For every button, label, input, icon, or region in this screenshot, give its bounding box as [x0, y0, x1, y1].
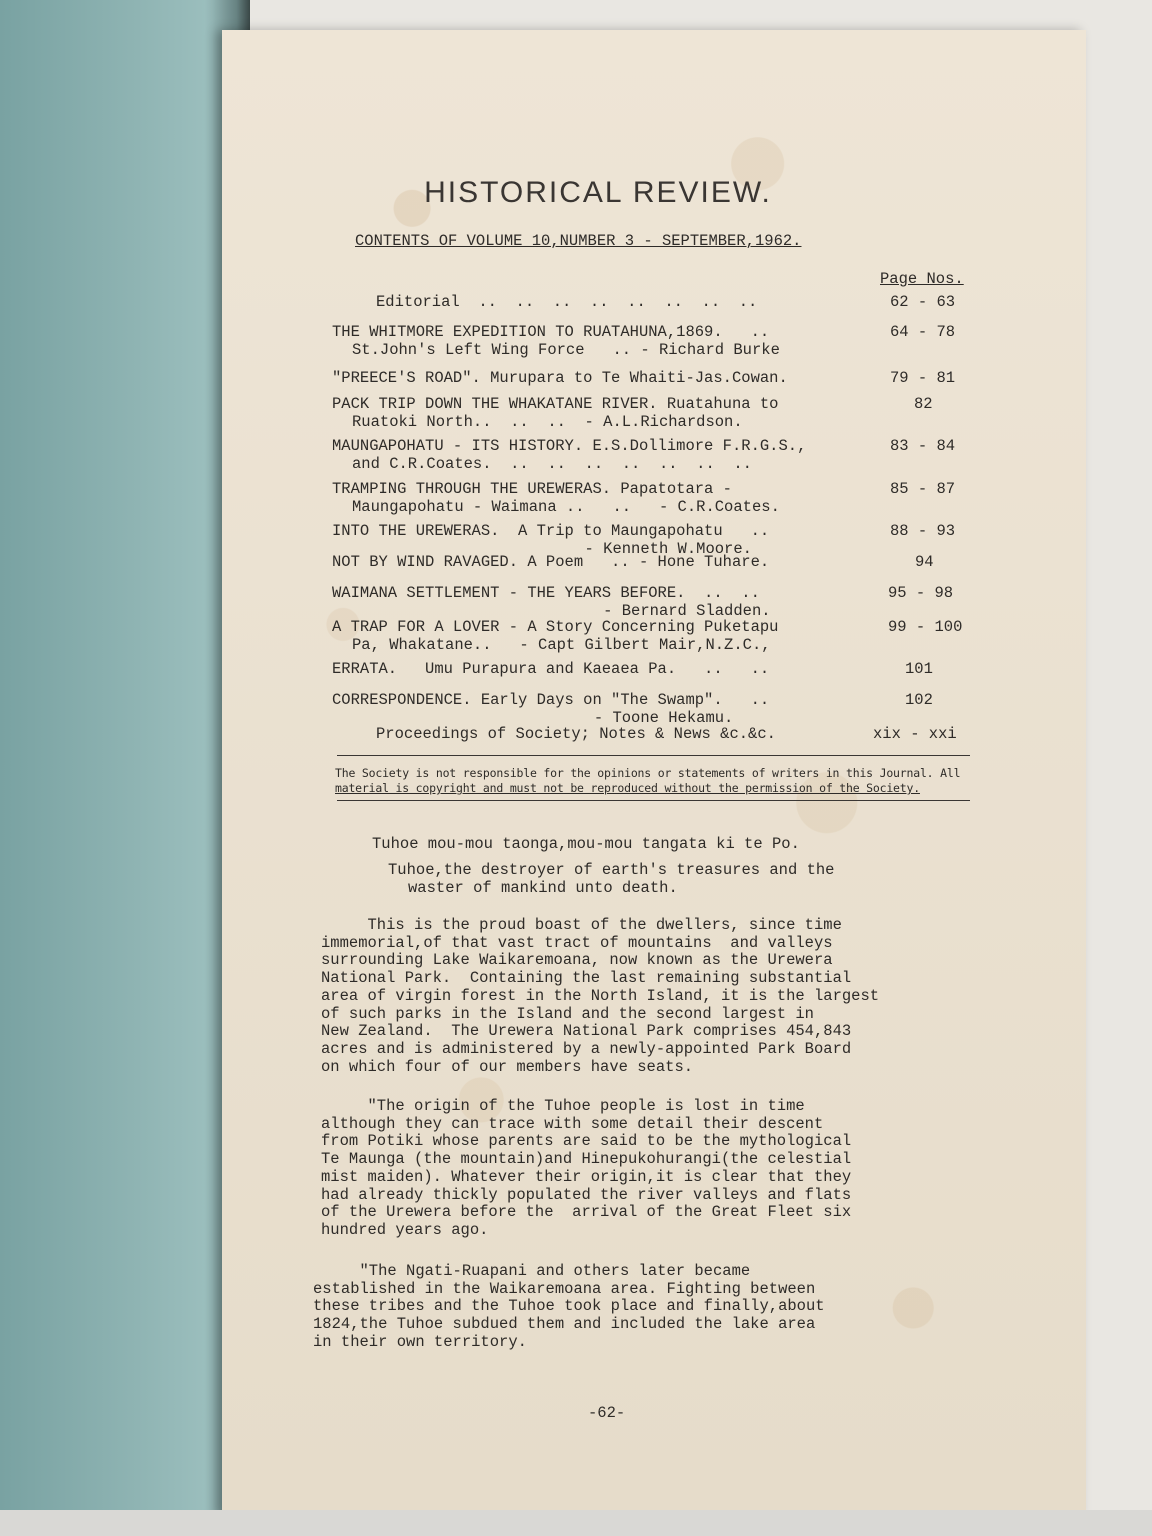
- toc-entry-title: Editorial .. .. .. .. .. .. .. ..: [376, 293, 758, 311]
- toc-entry-pages: 82: [914, 395, 933, 413]
- toc-entry-title: A TRAP FOR A LOVER - A Story Concerning Puketapu: [332, 618, 779, 636]
- body-line: New Zealand. The Urewera National Park comprises 454,843: [321, 1022, 852, 1041]
- body-line: "The Ngati-Ruapani and others later became: [313, 1262, 751, 1280]
- toc-entry-pages: 79 - 81: [890, 369, 956, 387]
- toc-entry-pages: 62 - 63: [890, 293, 956, 311]
- body-line: of the Urewera before the arrival of the Great Fleet six: [321, 1203, 852, 1222]
- toc-entry-pages: 88 - 93: [890, 522, 956, 540]
- toc-entry-pages: 94: [915, 553, 934, 571]
- toc-entry-pages: 64 - 78: [890, 323, 956, 341]
- body-line: This is the proud boast of the dwellers, since time: [321, 916, 842, 934]
- toc-entry-pages: xix - xxi: [873, 725, 957, 743]
- body-line: of such parks in the Island and the second largest in: [321, 1004, 814, 1023]
- toc-entry-title: WAIMANA SETTLEMENT - THE YEARS BEFORE. .. ..: [332, 584, 760, 602]
- toc-entry-continuation: Pa, Whakatane.. - Capt Gilbert Mair,N.Z.C.,: [352, 636, 771, 654]
- toc-entry-continuation: - Bernard Sladden.: [352, 602, 771, 620]
- body-line: in their own territory.: [313, 1332, 527, 1351]
- contents-subtitle: CONTENTS OF VOLUME 10,NUMBER 3 - SEPTEMBER,1962.: [355, 232, 802, 250]
- toc-entry-pages: 85 - 87: [890, 480, 956, 498]
- disclaimer-line-2: material is copyright and must not be reproduced without the permission of the Society.: [335, 781, 920, 795]
- body-line: surrounding Lake Waikaremoana, now known as the Urewera: [321, 951, 833, 970]
- toc-entry-pages: 83 - 84: [890, 437, 956, 455]
- body-line: had already thickly populated the river valleys and flats: [321, 1185, 852, 1204]
- toc-entry-title: TRAMPING THROUGH THE UREWERAS. Papatotara -: [332, 480, 732, 498]
- toc-entry-title: PACK TRIP DOWN THE WHAKATANE RIVER. Ruatahuna to: [332, 395, 779, 413]
- body-paragraph-1: [321, 917, 879, 1076]
- motto-english-line-2: waster of mankind unto death.: [408, 879, 678, 897]
- body-line: 1824,the Tuhoe subdued them and included the lake area: [313, 1315, 816, 1334]
- toc-entry-continuation: - Toone Hekamu.: [352, 709, 734, 727]
- body-line: hundred years ago.: [321, 1220, 489, 1239]
- body-line: these tribes and the Tuhoe took place and finally,about: [313, 1297, 825, 1316]
- rule-above-disclaimer: [337, 755, 970, 756]
- motto-maori: Tuhoe mou-mou taonga,mou-mou tangata ki te Po.: [372, 835, 800, 853]
- toc-entry-pages: 95 - 98: [888, 584, 954, 602]
- body-line: established in the Waikaremoana area. Fighting between: [313, 1279, 816, 1298]
- body-paragraph-3: [313, 1263, 825, 1352]
- toc-entry-title: INTO THE UREWERAS. A Trip to Maungapohatu ..: [332, 522, 770, 540]
- toc-entry-title: MAUNGAPOHATU - ITS HISTORY. E.S.Dollimore F.R.G.S.,: [332, 437, 807, 455]
- body-line: immemorial,of that vast tract of mountains and valleys: [321, 933, 833, 952]
- body-line: acres and is administered by a newly-appointed Park Board: [321, 1039, 852, 1058]
- toc-entry-continuation: - Kenneth W.Moore.: [352, 540, 752, 558]
- body-line: National Park. Containing the last remaining substantial: [321, 969, 852, 988]
- toc-entry-title: "PREECE'S ROAD". Murupara to Te Whaiti-Jas.Cowan.: [332, 369, 788, 387]
- toc-entry-title: CORRESPONDENCE. Early Days on "The Swamp". ..: [332, 691, 770, 709]
- toc-entry-continuation: Ruatoki North.. .. .. - A.L.Richardson.: [352, 413, 743, 431]
- body-line: "The origin of the Tuhoe people is lost in time: [321, 1097, 805, 1115]
- disclaimer: [335, 766, 975, 796]
- toc-entry-pages: 102: [905, 691, 933, 709]
- page-title: HISTORICAL REVIEW.: [424, 176, 772, 209]
- toc-entry-pages: 101: [905, 660, 933, 678]
- motto-english-line-1: Tuhoe,the destroyer of earth's treasures and the: [388, 861, 835, 879]
- toc-entry-continuation: Maungapohatu - Waimana .. .. - C.R.Coates.: [352, 498, 780, 516]
- toc-entry-title: ERRATA. Umu Purapura and Kaeaea Pa. .. ..: [332, 660, 770, 678]
- body-line: area of virgin forest in the North Island, it is the largest: [321, 986, 880, 1005]
- body-line: although they can trace with some detail their descent: [321, 1114, 824, 1133]
- page-number: -62-: [588, 1404, 626, 1422]
- body-line: mist maiden). Whatever their origin,it is clear that they: [321, 1167, 852, 1186]
- body-line: Te Maunga (the mountain)and Hinepukohurangi(the celestial: [321, 1150, 852, 1169]
- page-numbers-header: Page Nos.: [880, 270, 964, 288]
- body-line: from Potiki whose parents are said to be the mythological: [321, 1132, 852, 1151]
- disclaimer-line-1: The Society is not responsible for the opinions or statements of writers in this Journal. All: [335, 766, 961, 780]
- body-paragraph-2: [321, 1098, 851, 1240]
- toc-entry-continuation: and C.R.Coates. .. .. .. .. .. .. ..: [352, 455, 752, 473]
- table-surface: [0, 1510, 1152, 1536]
- toc-entry-title: Proceedings of Society; Notes & News &c.&c.: [376, 725, 776, 743]
- rule-below-disclaimer: [337, 800, 970, 801]
- toc-entry-pages: 99 - 100: [888, 618, 963, 636]
- toc-entry-title: NOT BY WIND RAVAGED. A Poem .. - Hone Tuhare.: [332, 553, 770, 571]
- toc-entry-title: THE WHITMORE EXPEDITION TO RUATAHUNA,1869. ..: [332, 323, 770, 341]
- toc-entry-continuation: St.John's Left Wing Force .. - Richard Burke: [352, 341, 780, 359]
- body-line: on which four of our members have seats.: [321, 1057, 694, 1076]
